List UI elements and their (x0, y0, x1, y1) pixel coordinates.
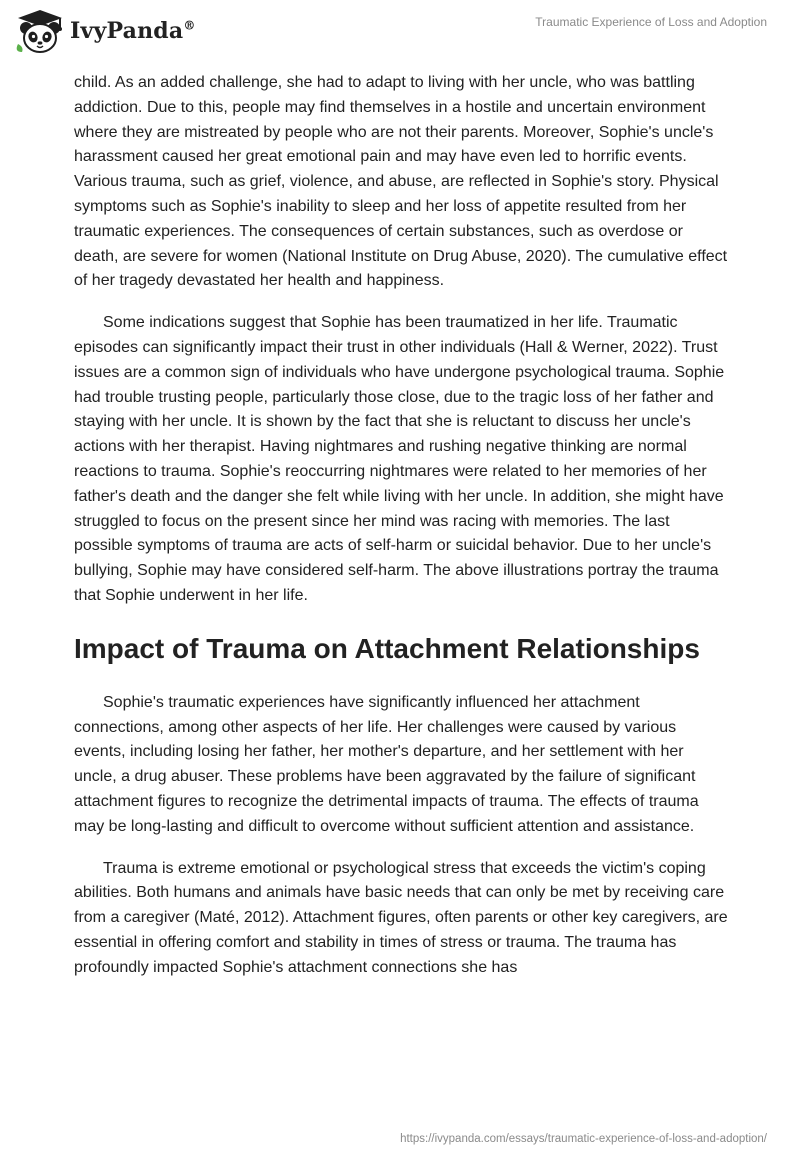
section-heading: Impact of Trauma on Attachment Relationships (74, 632, 700, 664)
brand-name-text: IvyPanda (70, 18, 184, 44)
paragraph-attachment-influence: Sophie's traumatic experiences have significantly influenced her attachment connections, among other aspects of her life. Her challenges were caused by various events, including losing her father, her mother's departure, and her settlement with her uncle, a drug abuser. These problems have been aggravated by the failure of significant attachment figures to recognize the detrimental impacts of trauma. The effects of trauma may be long-lasting and difficult to overcome without sufficient attention and assistance. (74, 693, 699, 835)
source-url-link[interactable]: https://ivypanda.com/essays/traumatic-experience-of-loss-and-adoption/ (400, 1133, 767, 1145)
page-header (0, 0, 800, 60)
paragraph-trauma-definition: Trauma is extreme emotional or psychological stress that exceeds the victim's coping abilities. Both humans and animals have basic needs that can only be met by receiving care from a caregiver (Maté, 2012). Attachment figures, often parents or other key caregivers, are essential in offering comfort and stability in times of stress or trauma. The trauma has profoundly impacted Sophie's attachment connections she has (74, 859, 728, 976)
brand-name (70, 18, 196, 44)
paragraph-trauma-indications: Some indications suggest that Sophie has been traumatized in her life. Traumatic episodes can significantly impact their trust in other individuals (Hall & Werner, 2022). Trust issues are a common sign of individuals who have undergone psychological trauma. Sophie had trouble trusting people, particularly those close, due to the tragic loss of her father and staying with her uncle. It is shown by the fact that she is reluctant to discuss her uncle's actions with her therapist. Having nightmares and rushing negative thinking are normal reactions to trauma. Sophie's reoccurring nightmares were related to her memories of her father's death and the danger she felt while living with her uncle. In addition, she might have struggled to focus on the present since her mind was racing with memories. The last possible symptoms of trauma are acts of self-harm or suicidal behavior. Due to her uncle's bullying, Sophie may have considered self-harm. The above illustrations portray the trauma that Sophie underwent in her life. (74, 314, 725, 604)
registered-mark: ® (183, 18, 196, 33)
brand-logo[interactable] (14, 8, 196, 54)
paragraph-continued: child. As an added challenge, she had to adapt to living with her uncle, who was battling addiction. Due to this, people may find themselves in a hostile and uncertain environment where they are mistreated by people who are not their parents. Moreover, Sophie's uncle's harassment caused her great emotional pain and may have even led to horrific events. Various trauma, such as grief, violence, and abuse, are reflected in Sophie's story. Physical symptoms such as Sophie's inability to sleep and her loss of appetite resulted from her traumatic experiences. The consequences of certain substances, such as overdose or death, are severe for women (National Institute on Drug Abuse, 2020). The cumulative effect of her tragedy devastated her health and happiness. (74, 74, 728, 290)
document-title: Traumatic Experience of Loss and Adoption (535, 15, 767, 29)
panda-graduate-icon (14, 8, 66, 54)
essay-content (74, 71, 730, 998)
